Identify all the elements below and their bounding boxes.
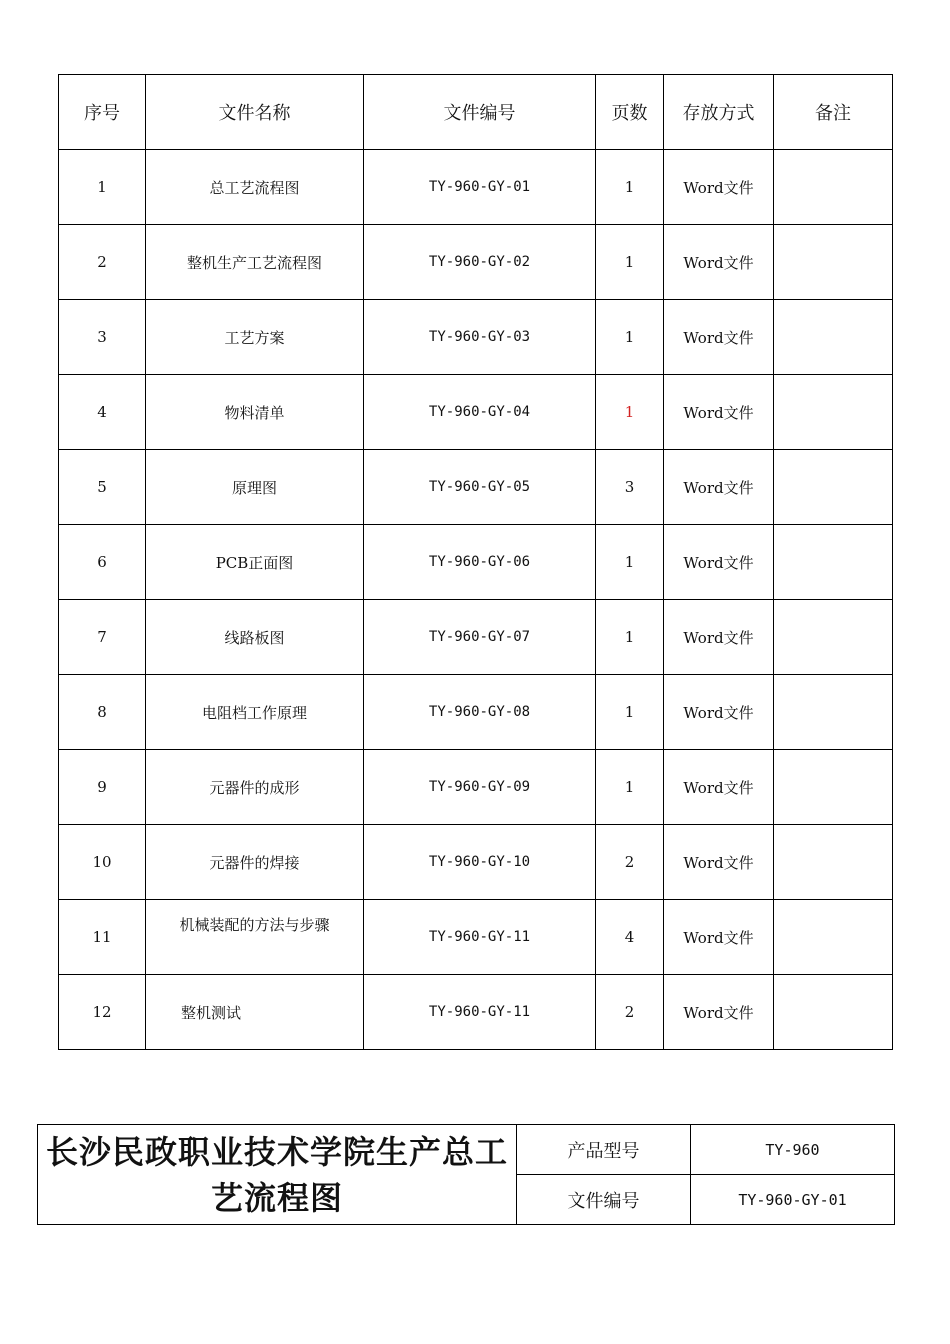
row-file-code: TY-960-GY-11 — [364, 900, 596, 975]
product-model-value: TY-960 — [691, 1125, 895, 1175]
row-file-code: TY-960-GY-02 — [364, 225, 596, 300]
row-pages: 2 — [596, 825, 664, 900]
row-storage: Word文件 — [664, 675, 774, 750]
row-no: 5 — [59, 450, 146, 525]
row-no: 8 — [59, 675, 146, 750]
row-storage: Word文件 — [664, 825, 774, 900]
row-remark — [774, 900, 893, 975]
row-file-name: 整机生产工艺流程图 — [146, 225, 364, 300]
row-file-code: TY-960-GY-07 — [364, 600, 596, 675]
row-pages: 1 — [596, 675, 664, 750]
file-index-table — [58, 74, 893, 1050]
row-remark — [774, 975, 893, 1050]
row-storage: Word文件 — [664, 150, 774, 225]
table-row — [59, 375, 893, 450]
row-storage: Word文件 — [664, 450, 774, 525]
row-file-name: 原理图 — [146, 450, 364, 525]
row-file-code: TY-960-GY-04 — [364, 375, 596, 450]
row-no: 6 — [59, 525, 146, 600]
row-pages: 3 — [596, 450, 664, 525]
row-storage: Word文件 — [664, 975, 774, 1050]
row-pages-highlighted: 1 — [596, 375, 664, 450]
row-file-code: TY-960-GY-09 — [364, 750, 596, 825]
row-file-code: TY-960-GY-05 — [364, 450, 596, 525]
row-pages: 4 — [596, 900, 664, 975]
row-file-name: 线路板图 — [146, 600, 364, 675]
row-remark — [774, 375, 893, 450]
row-no: 4 — [59, 375, 146, 450]
row-no: 2 — [59, 225, 146, 300]
table-row — [59, 150, 893, 225]
row-file-name: 元器件的成形 — [146, 750, 364, 825]
title-block-row-model — [38, 1125, 895, 1175]
row-remark — [774, 825, 893, 900]
row-no: 11 — [59, 900, 146, 975]
table-row — [59, 600, 893, 675]
row-storage: Word文件 — [664, 900, 774, 975]
row-no: 12 — [59, 975, 146, 1050]
row-remark — [774, 525, 893, 600]
product-model-label: 产品型号 — [517, 1125, 691, 1175]
row-no: 1 — [59, 150, 146, 225]
table-row — [59, 975, 893, 1050]
table-row — [59, 225, 893, 300]
row-file-name: 电阻档工作原理 — [146, 675, 364, 750]
header-code: 文件编号 — [364, 75, 596, 150]
table-header-row — [59, 75, 893, 150]
row-storage: Word文件 — [664, 750, 774, 825]
table-row — [59, 300, 893, 375]
row-remark — [774, 150, 893, 225]
row-file-name: 总工艺流程图 — [146, 150, 364, 225]
row-file-code: TY-960-GY-08 — [364, 675, 596, 750]
row-storage: Word文件 — [664, 525, 774, 600]
document-title: 长沙民政职业技术学院生产总工艺流程图 — [38, 1125, 517, 1225]
document-number-value: TY-960-GY-01 — [691, 1175, 895, 1225]
row-file-name: 物料清单 — [146, 375, 364, 450]
row-storage: Word文件 — [664, 225, 774, 300]
row-no: 9 — [59, 750, 146, 825]
header-name: 文件名称 — [146, 75, 364, 150]
row-pages: 1 — [596, 225, 664, 300]
row-pages: 1 — [596, 600, 664, 675]
row-pages: 1 — [596, 750, 664, 825]
row-remark — [774, 675, 893, 750]
row-pages: 1 — [596, 150, 664, 225]
header-storage: 存放方式 — [664, 75, 774, 150]
row-file-code: TY-960-GY-03 — [364, 300, 596, 375]
table-row — [59, 900, 893, 975]
row-file-name: 整机测试 — [146, 975, 364, 1050]
row-no: 10 — [59, 825, 146, 900]
row-no: 7 — [59, 600, 146, 675]
title-block-table — [37, 1124, 895, 1225]
header-pages: 页数 — [596, 75, 664, 150]
row-file-name: 工艺方案 — [146, 300, 364, 375]
row-remark — [774, 225, 893, 300]
header-no: 序号 — [59, 75, 146, 150]
table-row — [59, 750, 893, 825]
row-file-name: 机械装配的方法与步骤 — [146, 900, 364, 975]
row-pages: 2 — [596, 975, 664, 1050]
row-remark — [774, 300, 893, 375]
table-row — [59, 450, 893, 525]
row-file-name: 元器件的焊接 — [146, 825, 364, 900]
header-remark: 备注 — [774, 75, 893, 150]
table-row — [59, 525, 893, 600]
table-row — [59, 675, 893, 750]
row-file-code: TY-960-GY-11 — [364, 975, 596, 1050]
row-storage: Word文件 — [664, 600, 774, 675]
row-pages: 1 — [596, 525, 664, 600]
document-number-label: 文件编号 — [517, 1175, 691, 1225]
row-remark — [774, 450, 893, 525]
row-storage: Word文件 — [664, 300, 774, 375]
row-file-name: PCB正面图 — [146, 525, 364, 600]
row-remark — [774, 750, 893, 825]
row-pages: 1 — [596, 300, 664, 375]
row-file-code: TY-960-GY-06 — [364, 525, 596, 600]
row-remark — [774, 600, 893, 675]
row-storage: Word文件 — [664, 375, 774, 450]
row-no: 3 — [59, 300, 146, 375]
table-row — [59, 825, 893, 900]
row-file-code: TY-960-GY-10 — [364, 825, 596, 900]
row-file-code: TY-960-GY-01 — [364, 150, 596, 225]
